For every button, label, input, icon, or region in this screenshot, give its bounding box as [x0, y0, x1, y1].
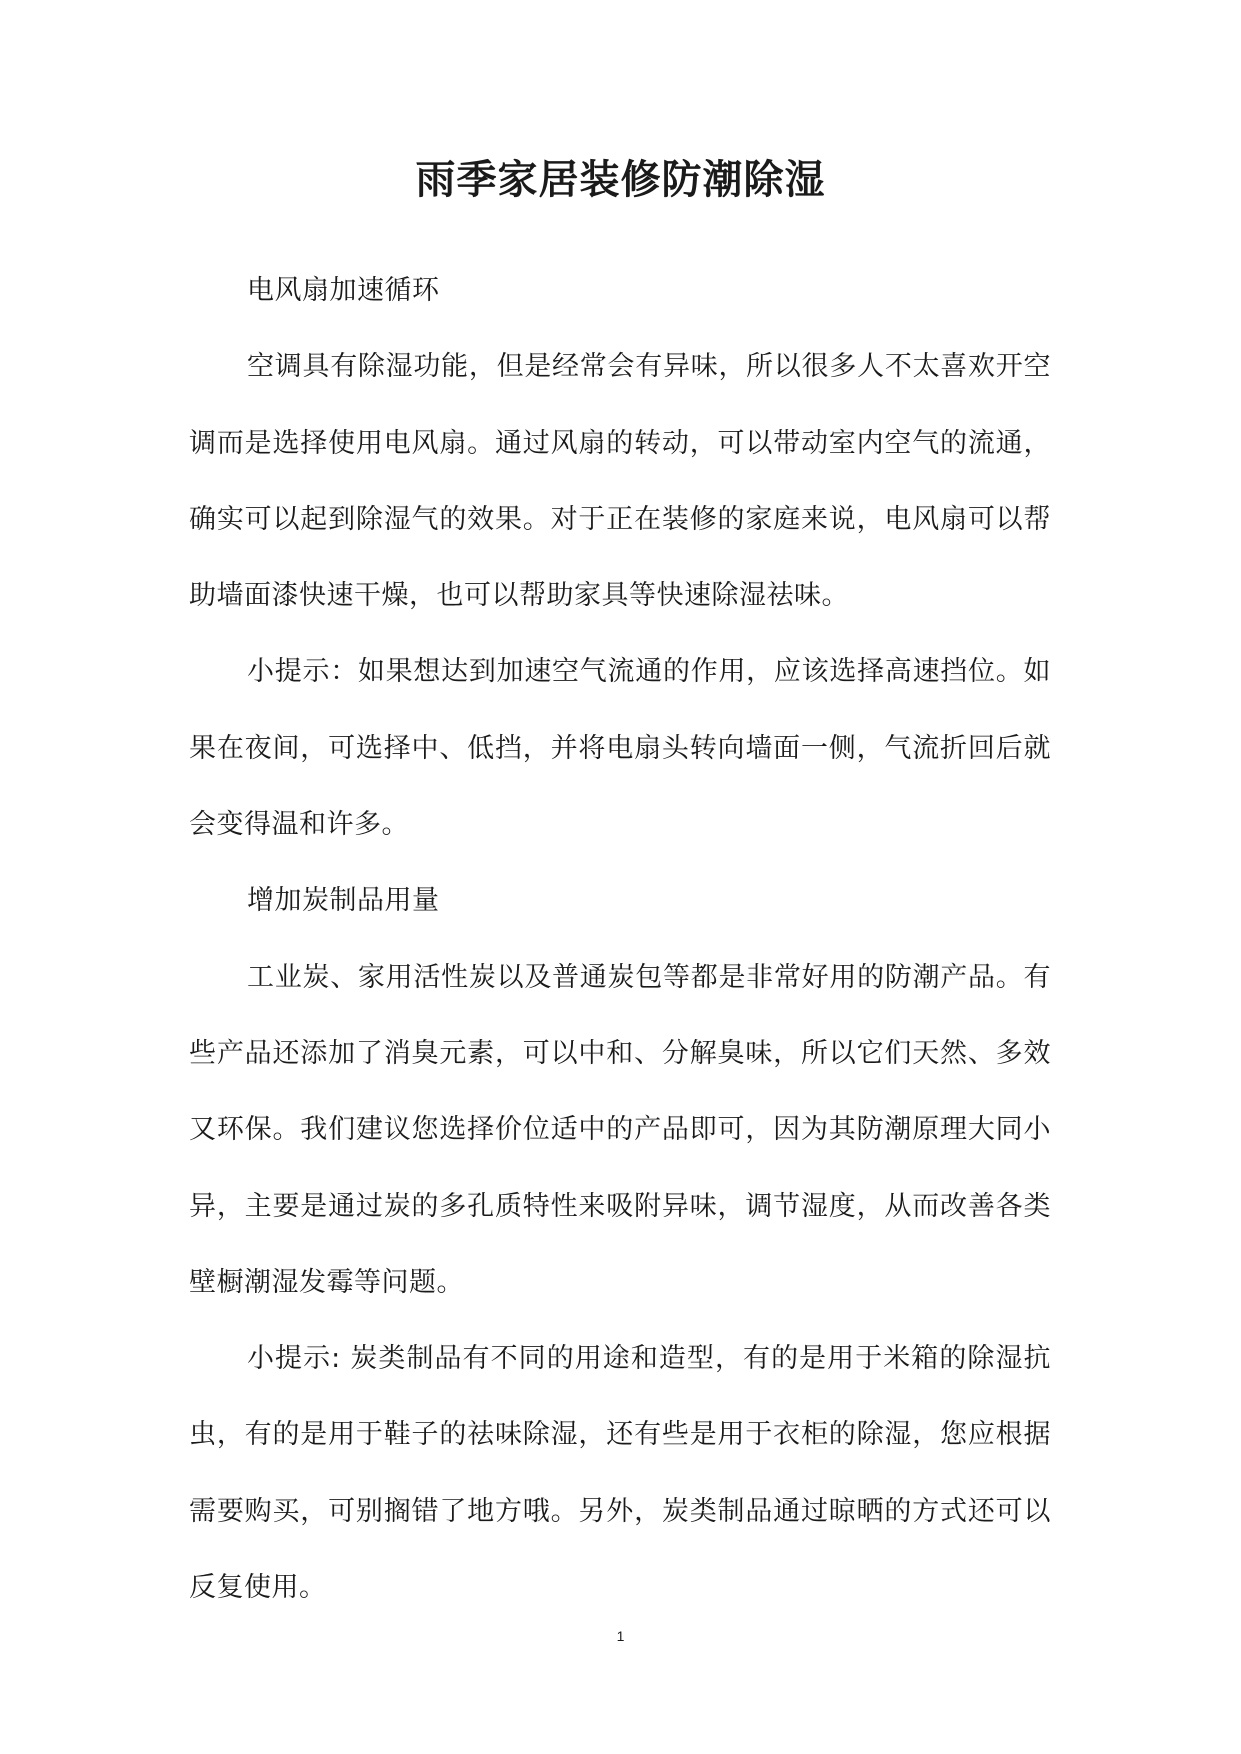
paragraph-charcoal-description: 工业炭、家用活性炭以及普通炭包等都是非常好用的防潮产品。有些产品还添加了消臭元素，可以中和、分解臭味，所以它们天然、多效又环保。我们建议您选择价位适中的产品即可，因为其防潮原理大同小异，主要是通过炭的多孔质特性来吸附异味，调节湿度，从而改善各类壁橱潮湿发霉等问题。 [189, 961, 1051, 1298]
section-heading-charcoal: 增加炭制品用量 [247, 885, 440, 917]
document-body [189, 253, 1051, 1626]
paragraph-fan-description: 空调具有除湿功能，但是经常会有异味，所以很多人不太喜欢开空调而是选择使用电风扇。通过风扇的转动，可以带动室内空气的流通，确实可以起到除湿气的效果。对于正在装修的家庭来说，电风扇可以帮助墙面漆快速干燥，也可以帮助家具等快速除湿祛味。 [189, 351, 1051, 612]
paragraph-fan-tip: 小提示：如果想达到加速空气流通的作用，应该选择高速挡位。如果在夜间，可选择中、低挡，并将电扇头转向墙面一侧，气流折回后就会变得温和许多。 [189, 656, 1051, 841]
page-number: 1 [616, 1628, 625, 1644]
page-title: 雨季家居装修防潮除湿 [415, 157, 826, 203]
section-heading-fan: 电风扇加速循环 [247, 275, 440, 306]
paragraph-charcoal-tip: 小提示: 炭类制品有不同的用途和造型，有的是用于米箱的除湿抗虫，有的是用于鞋子的祛味除湿，还有些是用于衣柜的除湿，您应根据需要购买，可别搁错了地方哦。另外，炭类制品通过晾晒的方式还可以反复使用。 [189, 1343, 1051, 1604]
